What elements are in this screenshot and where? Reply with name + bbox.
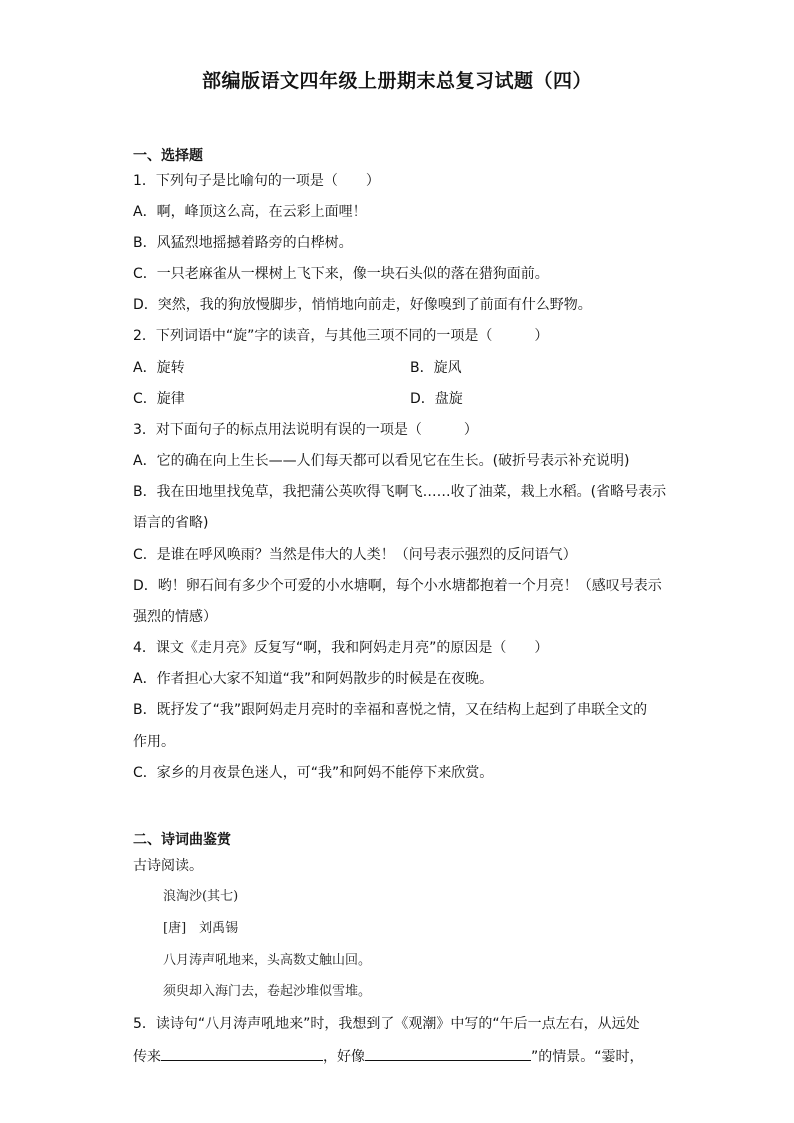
question-4-option-b-line1: B．既抒发了“我”跟阿妈走月亮时的幸福和喜悦之情，又在结构上起到了串联全文的 [133,702,648,718]
question-5-text-c: ”的情景。“霎时， [531,1049,644,1065]
question-4-option-c: C．家乡的月夜景色迷人，可“我”和阿妈不能停下来欣赏。 [133,765,494,781]
question-4-option-b-line2: 作用。 [133,734,175,750]
question-4-option-a: A．作者担心大家不知道“我”和阿妈散步的时候是在夜晚。 [133,671,494,687]
question-3-option-d-line1: D．哟！卵石间有多少个可爱的小水塘啊，每个小水塘都抱着一个月亮！（感叹号表示 [133,578,662,594]
question-3-option-c: C．是谁在呼风唤雨？当然是伟大的人类！（问号表示强烈的反问语气） [133,547,577,563]
question-1-option-a: A．啊，峰顶这么高，在云彩上面哩！ [133,204,367,220]
question-2-option-c: C．旋律 [133,391,185,407]
question-3-option-d-line2: 强烈的情感） [133,609,217,625]
question-3-option-b-line2: 语言的省略) [133,515,209,531]
question-4-stem: 4．课文《走月亮》反复写“啊，我和阿妈走月亮”的原因是（ ） [133,640,549,656]
question-2-stem: 2．下列词语中“旋”字的读音，与其他三项不同的一项是（ ） [133,328,549,344]
poem-line-1: 八月涛声吼地来，头高数丈触山回。 [163,953,372,968]
answer-blank-2[interactable] [365,1045,531,1061]
question-2-option-d: D．盘旋 [410,391,463,407]
question-5-fill-line [133,1045,644,1067]
question-1-option-c: C．一只老麻雀从一棵树上飞下来，像一块石头似的落在猎狗面前。 [133,266,549,282]
question-1-stem: 1．下列句子是比喻句的一项是（ ） [133,173,380,189]
question-1-option-b: B．风猛烈地摇撼着路旁的白桦树。 [133,235,353,251]
question-5-stem: 5．读诗句“八月涛声吼地来”时，我想到了《观潮》中写的“午后一点左右，从远处 [133,1016,640,1032]
question-3-stem: 3．对下面句子的标点用法说明有误的一项是（ ） [133,422,478,438]
question-2-option-a: A．旋转 [133,360,185,376]
question-3-option-b-line1: B．我在田地里找兔草，我把蒲公英吹得飞啊飞……收了油菜，栽上水稻。(省略号表示 [133,484,667,500]
poem-title: 浪淘沙(其七) [163,889,239,904]
question-5-text-a: 传来 [133,1049,161,1065]
answer-blank-1[interactable] [161,1045,323,1061]
section-heading-choice: 一、选择题 [133,148,203,164]
question-5-text-b: ，好像 [323,1049,365,1065]
question-2-option-b: B．旋风 [410,360,462,376]
poem-intro: 古诗阅读。 [133,858,203,874]
question-3-option-a: A．它的确在向上生长——人们每天都可以看见它在生长。(破折号表示补充说明) [133,453,630,469]
poem-author: [唐] 刘禹锡 [163,921,239,936]
question-1-option-d: D．突然，我的狗放慢脚步，悄悄地向前走，好像嗅到了前面有什么野物。 [133,297,592,313]
page-title: 部编版语文四年级上册期末总复习试题（四） [201,70,592,92]
section-heading-poetry: 二、诗词曲鉴赏 [133,832,231,848]
poem-line-2: 须臾却入海门去，卷起沙堆似雪堆。 [163,984,372,999]
